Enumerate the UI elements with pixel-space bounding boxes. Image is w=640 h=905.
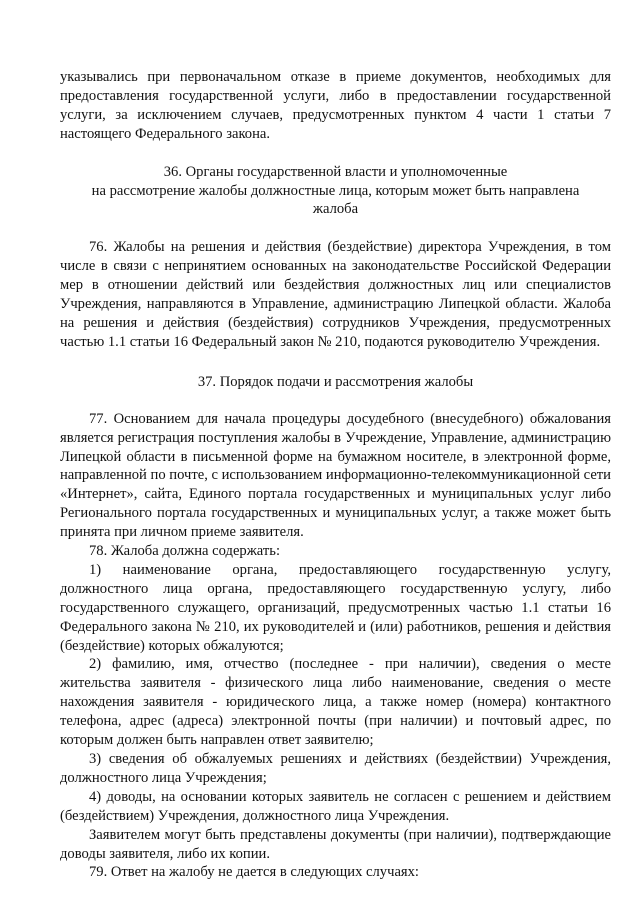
- paragraph-78-documents: Заявителем могут быть представлены документы (при наличии), подтверждающие доводы заявителя, либо их копии.: [60, 826, 611, 862]
- paragraph-78-item-4: 4) доводы, на основании которых заявитель не согласен с решением и действием (бездействием) Учреждения, должностного лица Учреждения.: [60, 788, 611, 824]
- paragraph-77: 77. Основанием для начала процедуры досудебного (внесудебного) обжалования является регистрация поступления жалобы в Учреждение, Управление, администрацию Липецкой области в письменной форме на бумажном носителе, в электронной форме, направленной по почте, с использованием информационно-телекоммуникационной сети «Интернет», сайта, Единого портала государственных и муниципальных услуг либо Регионального портала государственных и муниципальных услуг, а также может быть принята при личном приеме заявителя.: [60, 410, 611, 541]
- paragraph-intro-continuation: указывались при первоначальном отказе в приеме документов, необходимых для предоставления государственной услуги, либо в предоставлении государственной услуги, за исключением случаев, предусмотренных пунктом 4 части 1 статьи 7 настоящего Федерального закона.: [60, 69, 611, 142]
- section-heading-36-line-3: жалоба: [312, 201, 359, 218]
- paragraph-78-item-2: 2) фамилию, имя, отчество (последнее - при наличии), сведения о месте жительства заявителя - физического лица либо наименование, сведения о месте нахождения заявителя - юридического лица, а также номер (номера) контактного телефона, адрес (адреса) электронной почты (при наличии) и почтовый адрес, по которым должен быть направлен ответ заявителю;: [60, 656, 611, 749]
- section-heading-36-line-2: на рассмотрение жалобы должностные лица, которым может быть направлена: [91, 182, 580, 199]
- section-heading-36-line-1: 36. Органы государственной власти и уполномоченные: [163, 163, 508, 180]
- paragraph-78-item-1: 1) наименование органа, предоставляющего государственную услугу, должностного лица органа, предоставляющего государственную услугу, либо государственного служащего, организаций, предусмотренных частью 1.1 статьи 16 Федерального закона № 210, их руководителей и (или) работников, решения и действия (бездействие) которых обжалуются;: [60, 561, 611, 654]
- paragraph-76: 76. Жалобы на решения и действия (бездействие) директора Учреждения, в том числе в связи с непринятием основанных на законодательстве Российской Федерации мер в отношении действий или бездействия должностных лиц или специалистов Учреждения, направляются в Управление, администрацию Липецкой области. Жалоба на решения и действия (бездействия) сотрудников Учреждения, предусмотренных частью 1.1 статьи 16 Федеральный закон № 210, подаются руководителю Учреждения.: [60, 239, 611, 350]
- section-heading-36: [60, 163, 611, 220]
- section-heading-37: 37. Порядок подачи и рассмотрения жалобы: [197, 373, 474, 390]
- paragraph-78-item-3: 3) сведения об обжалуемых решениях и действиях (бездействии) Учреждения, должностного лица Учреждения;: [60, 751, 611, 786]
- paragraph-79: 79. Ответ на жалобу не дается в следующих случаях:: [89, 864, 419, 881]
- document-page: [60, 68, 611, 882]
- paragraph-78: 78. Жалоба должна содержать:: [89, 543, 280, 560]
